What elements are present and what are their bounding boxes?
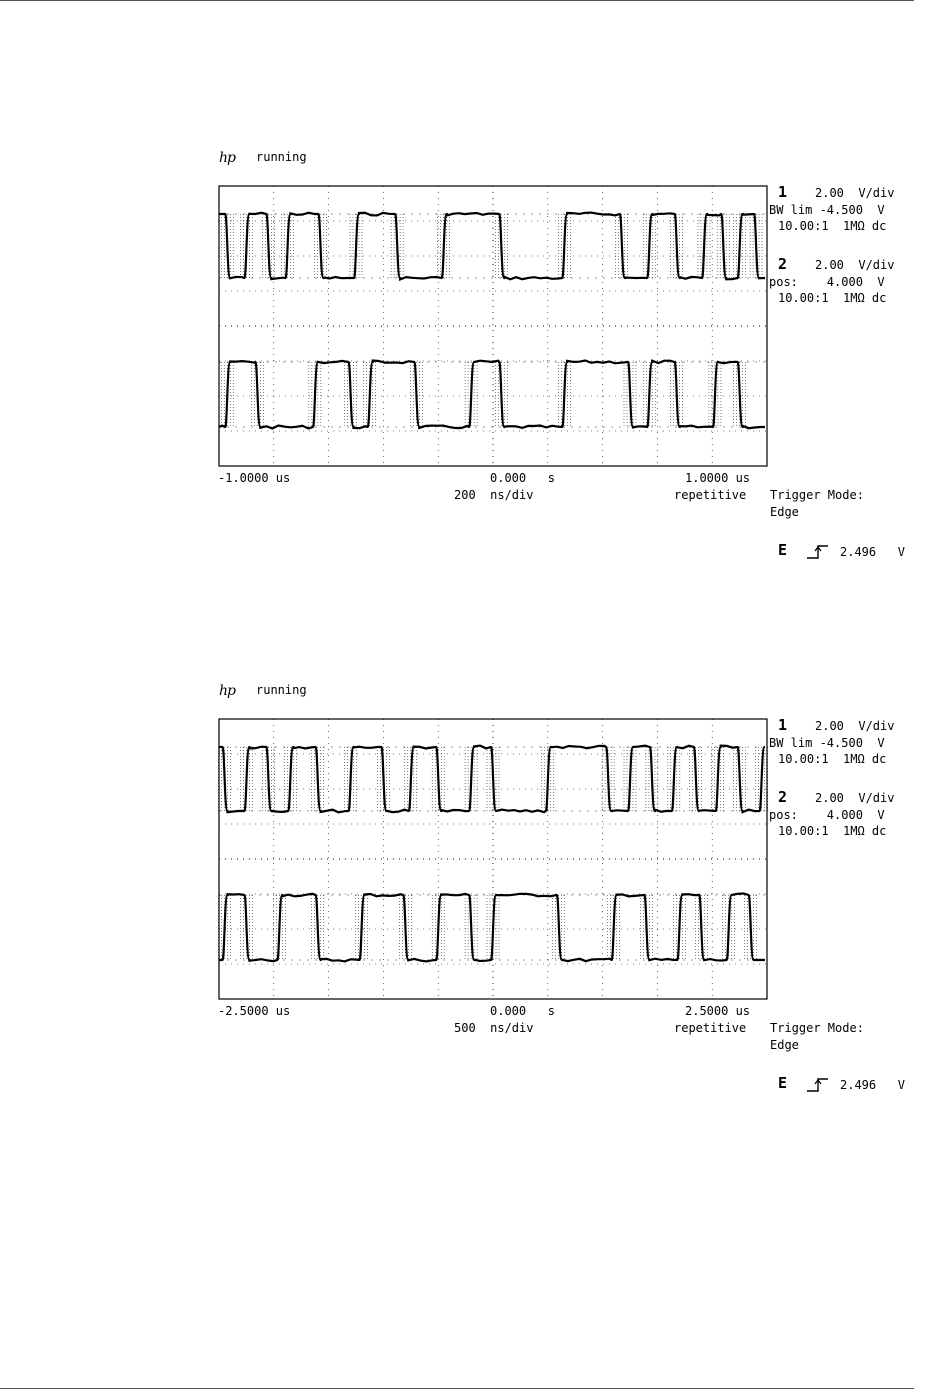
ch1-probe: 10.00:1 1MΩ dc bbox=[778, 219, 887, 233]
status-text: running bbox=[256, 150, 307, 164]
time-left: -1.0000 us bbox=[218, 471, 291, 485]
trigger-source: E bbox=[778, 1074, 788, 1092]
hp-logo: hp bbox=[219, 683, 235, 699]
top-rule bbox=[0, 0, 914, 1]
time-right: 2.5000 us bbox=[685, 1004, 751, 1018]
ch1-number: 1 bbox=[778, 183, 788, 201]
time-center: 0.000 s bbox=[490, 1004, 556, 1018]
rising-edge-icon bbox=[806, 544, 830, 560]
scope-screen-1 bbox=[0, 149, 938, 589]
trigger-level: 2.496 V bbox=[840, 545, 906, 559]
timebase: 200 ns/div bbox=[454, 488, 534, 502]
time-center: 0.000 s bbox=[490, 471, 556, 485]
acquisition-mode: repetitive bbox=[674, 1021, 747, 1035]
waveform-display bbox=[219, 719, 767, 999]
ch1-scale: 2.00 V/div bbox=[815, 719, 895, 733]
trigger-level: 2.496 V bbox=[840, 1078, 906, 1092]
ch2-number: 2 bbox=[778, 788, 788, 806]
ch2-position: pos: 4.000 V bbox=[769, 808, 885, 822]
ch1-probe: 10.00:1 1MΩ dc bbox=[778, 752, 887, 766]
hp-logo: hp bbox=[219, 150, 235, 166]
ch2-probe: 10.00:1 1MΩ dc bbox=[778, 824, 887, 838]
ch1-offset: BW lim -4.500 V bbox=[769, 736, 885, 750]
ch2-scale: 2.00 V/div bbox=[815, 791, 895, 805]
ch2-probe: 10.00:1 1MΩ dc bbox=[778, 291, 887, 305]
trigger-mode: Edge bbox=[770, 1038, 799, 1052]
trigger-mode-label: Trigger Mode: bbox=[770, 488, 864, 502]
bottom-rule bbox=[0, 1388, 914, 1389]
rising-edge-icon bbox=[806, 1077, 830, 1093]
time-right: 1.0000 us bbox=[685, 471, 751, 485]
scope-screen-2 bbox=[0, 682, 938, 1122]
timebase: 500 ns/div bbox=[454, 1021, 534, 1035]
ch2-scale: 2.00 V/div bbox=[815, 258, 895, 272]
status-text: running bbox=[256, 683, 307, 697]
trigger-mode-label: Trigger Mode: bbox=[770, 1021, 864, 1035]
trigger-mode: Edge bbox=[770, 505, 799, 519]
ch1-number: 1 bbox=[778, 716, 788, 734]
ch2-position: pos: 4.000 V bbox=[769, 275, 885, 289]
ch2-number: 2 bbox=[778, 255, 788, 273]
waveform-display bbox=[219, 186, 767, 466]
ch1-scale: 2.00 V/div bbox=[815, 186, 895, 200]
acquisition-mode: repetitive bbox=[674, 488, 747, 502]
ch1-offset: BW lim -4.500 V bbox=[769, 203, 885, 217]
trigger-source: E bbox=[778, 541, 788, 559]
time-left: -2.5000 us bbox=[218, 1004, 291, 1018]
